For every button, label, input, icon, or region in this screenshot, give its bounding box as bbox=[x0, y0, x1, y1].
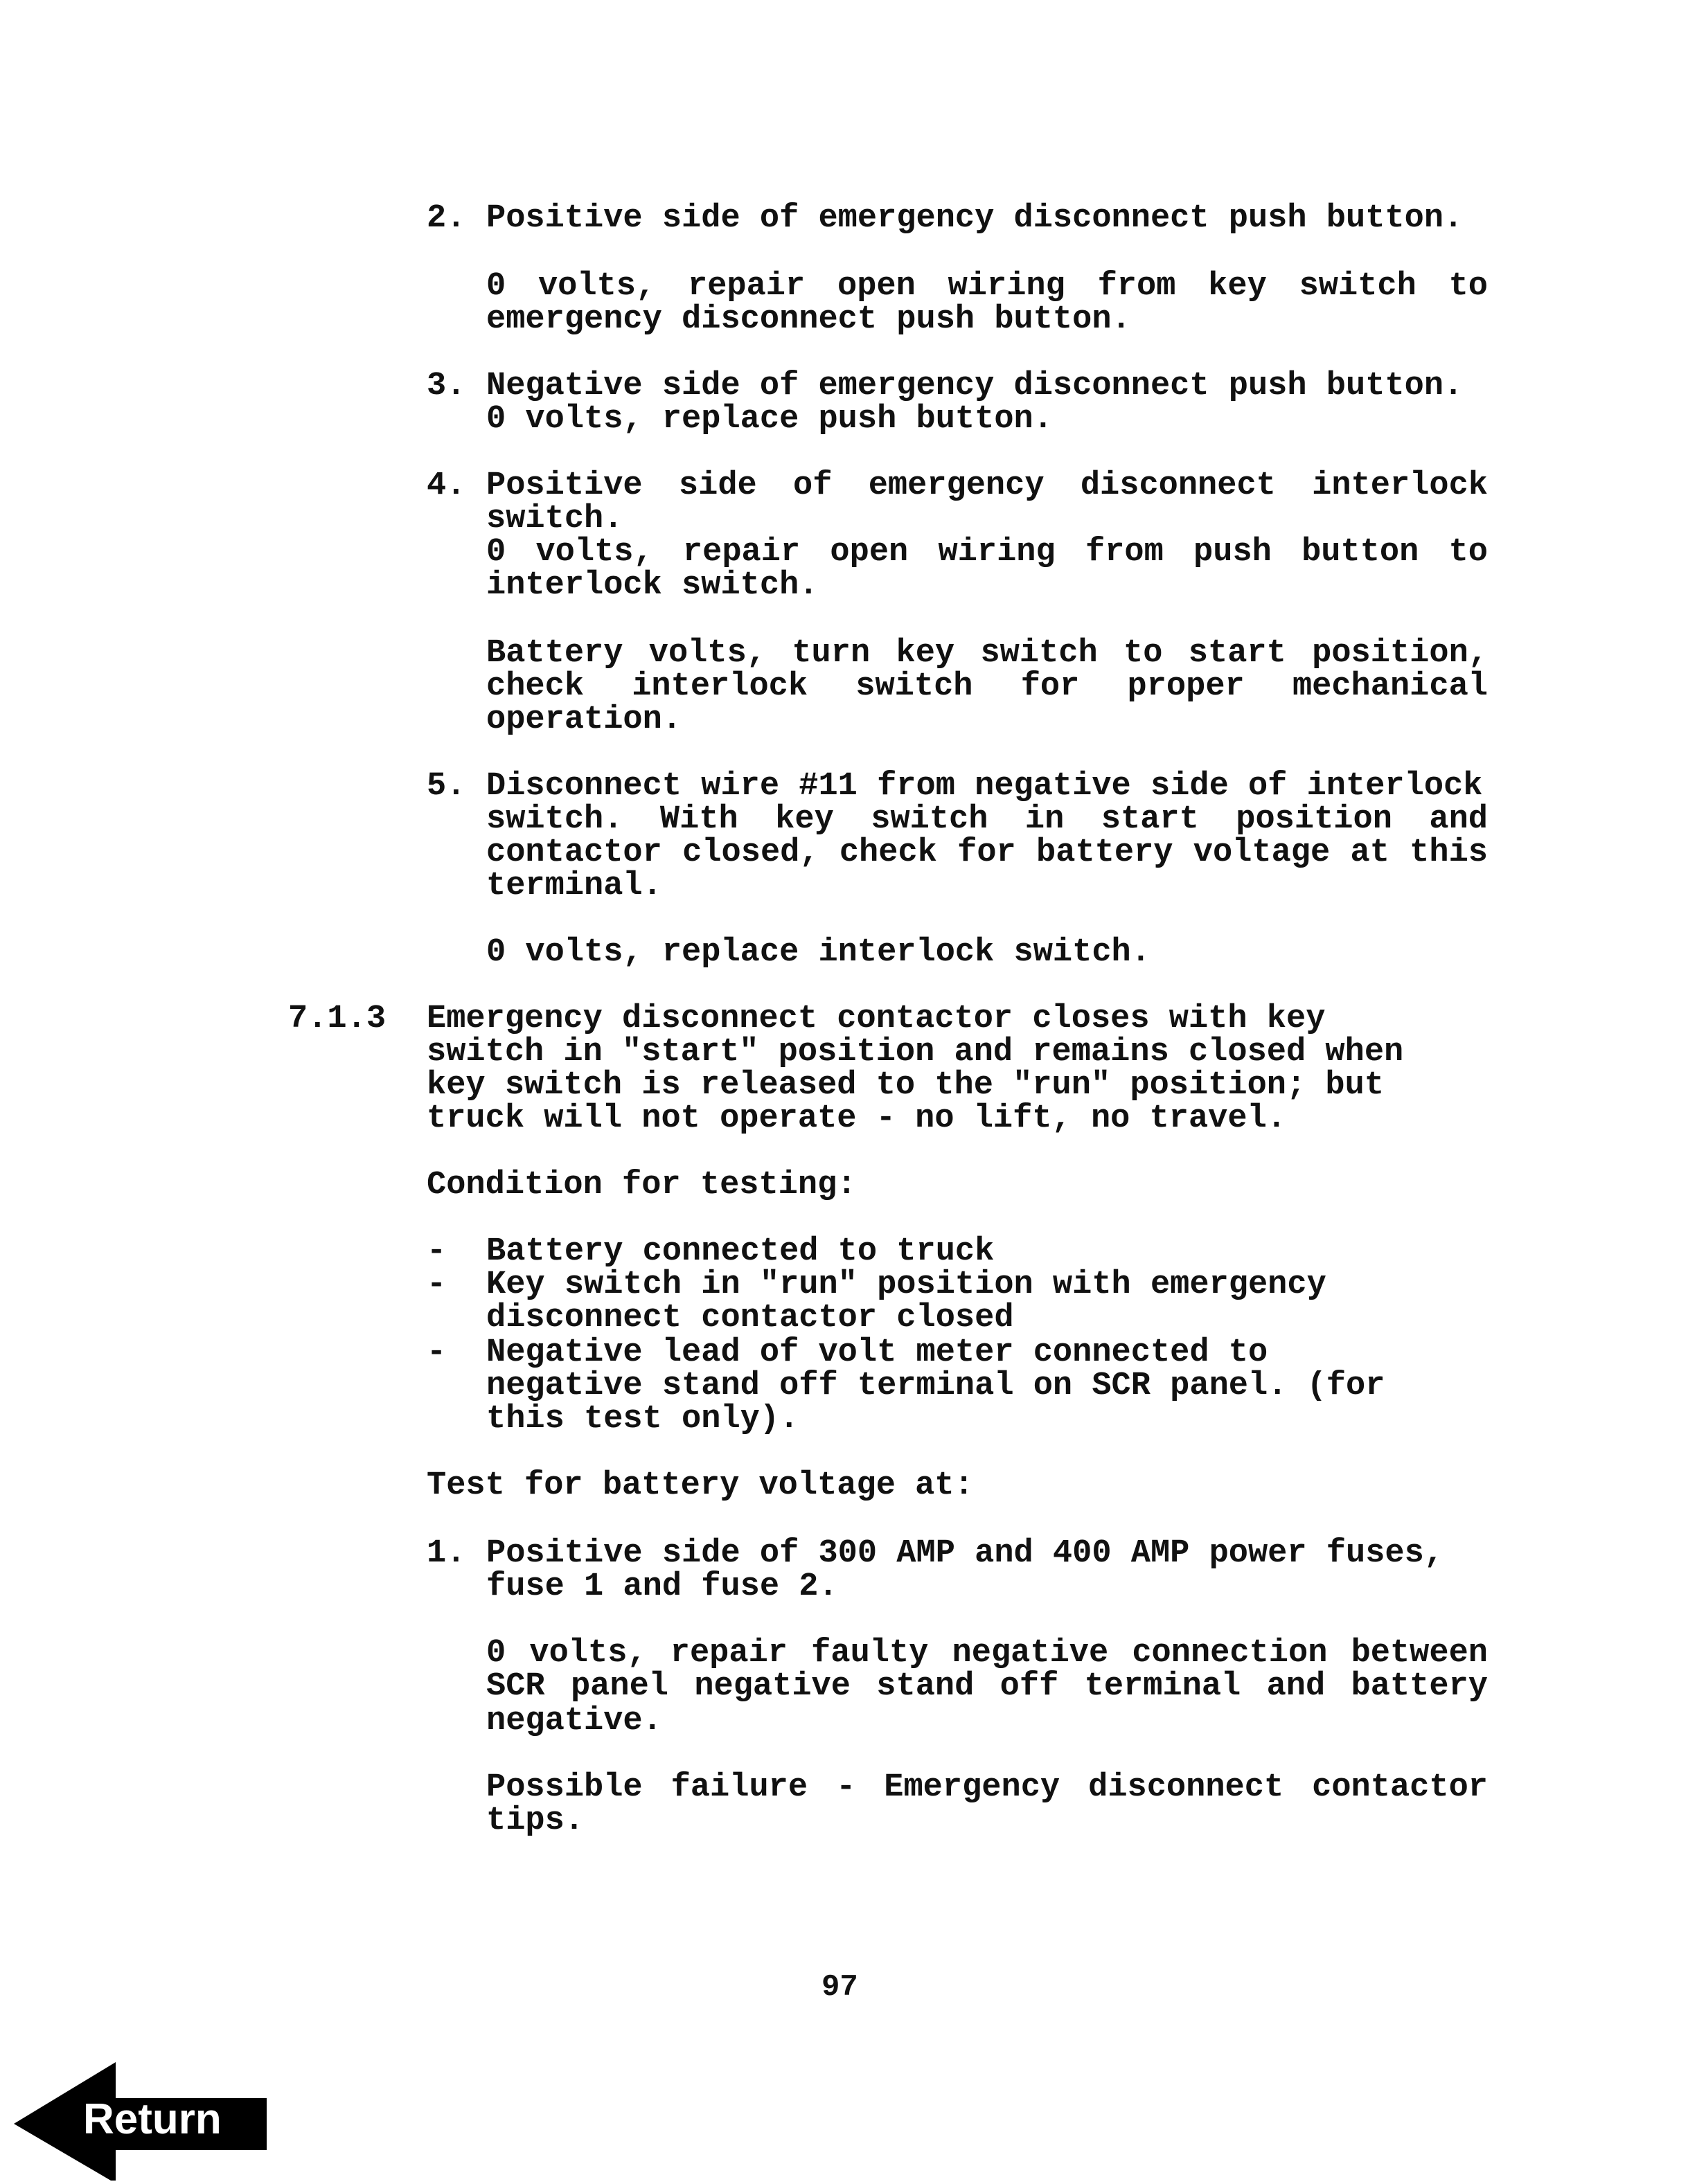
text-line: check interlock switch for proper mechanical bbox=[486, 668, 1488, 705]
text-line: key switch is released to the "run" position; but bbox=[427, 1067, 1385, 1104]
text-line: Positive side of emergency disconnect interlock bbox=[486, 467, 1488, 504]
text-line: switch. With key switch in start position and bbox=[486, 801, 1488, 838]
text-line: Emergency disconnect contactor closes with key bbox=[427, 1001, 1326, 1037]
text-line: negative. bbox=[486, 1703, 662, 1739]
bullet-dash: - bbox=[427, 1233, 447, 1270]
text-line: switch in "start" position and remains closed when bbox=[427, 1034, 1404, 1071]
text-line: 0 volts, repair faulty negative connection between bbox=[486, 1635, 1488, 1672]
list-number: 5. bbox=[427, 768, 466, 805]
text-line: Key switch in "run" position with emergency bbox=[486, 1266, 1326, 1303]
text-line: emergency disconnect push button. bbox=[486, 301, 1131, 338]
text-line: 0 volts, repair open wiring from key switch to bbox=[486, 268, 1488, 305]
text-line: contactor closed, check for battery voltage at this bbox=[486, 834, 1488, 871]
list-number: 2. bbox=[427, 200, 466, 237]
list-number: 3. bbox=[427, 368, 466, 404]
text-line: Disconnect wire #11 from negative side of interlock bbox=[486, 768, 1483, 805]
text-line: Possible failure - Emergency disconnect contactor bbox=[486, 1769, 1488, 1806]
text-line: 0 volts, replace interlock switch. bbox=[486, 934, 1150, 971]
bullet-dash: - bbox=[427, 1266, 447, 1303]
text-line: interlock switch. bbox=[486, 567, 819, 604]
text-line: Positive side of 300 AMP and 400 AMP power fuses, bbox=[486, 1535, 1444, 1572]
text-line: Battery volts, turn key switch to start position, bbox=[486, 635, 1488, 672]
section-number: 7.1.3 bbox=[288, 1001, 387, 1037]
bullet-dash: - bbox=[427, 1334, 447, 1371]
list-number: 1. bbox=[427, 1535, 466, 1572]
text-line: disconnect contactor closed bbox=[486, 1300, 1014, 1336]
text-line: fuse 1 and fuse 2. bbox=[486, 1568, 838, 1605]
text-line: SCR panel negative stand off terminal and battery bbox=[486, 1668, 1488, 1705]
text-line: 0 volts, repair open wiring from push button to bbox=[486, 534, 1488, 571]
text-line: Negative side of emergency disconnect push button. bbox=[486, 368, 1464, 404]
text-line: tips. bbox=[486, 1802, 585, 1839]
text-line: Battery connected to truck bbox=[486, 1233, 995, 1270]
page-number: 97 bbox=[821, 1970, 858, 2005]
text-line: 0 volts, replace push button. bbox=[486, 401, 1053, 438]
text-line: Condition for testing: bbox=[427, 1167, 857, 1203]
text-line: negative stand off terminal on SCR panel. (for bbox=[486, 1368, 1385, 1404]
text-line: operation. bbox=[486, 701, 682, 738]
text-line: truck will not operate - no lift, no travel. bbox=[427, 1100, 1287, 1137]
text-line: terminal. bbox=[486, 868, 662, 904]
text-line: Negative lead of volt meter connected to bbox=[486, 1334, 1268, 1371]
text-line: Test for battery voltage at: bbox=[427, 1467, 974, 1504]
text-line: switch. bbox=[486, 501, 623, 537]
text-line: Positive side of emergency disconnect push button. bbox=[486, 200, 1464, 237]
return-button[interactable] bbox=[0, 2036, 291, 2181]
text-line: this test only). bbox=[486, 1401, 799, 1438]
return-label: Return bbox=[83, 2095, 222, 2143]
list-number: 4. bbox=[427, 467, 466, 504]
